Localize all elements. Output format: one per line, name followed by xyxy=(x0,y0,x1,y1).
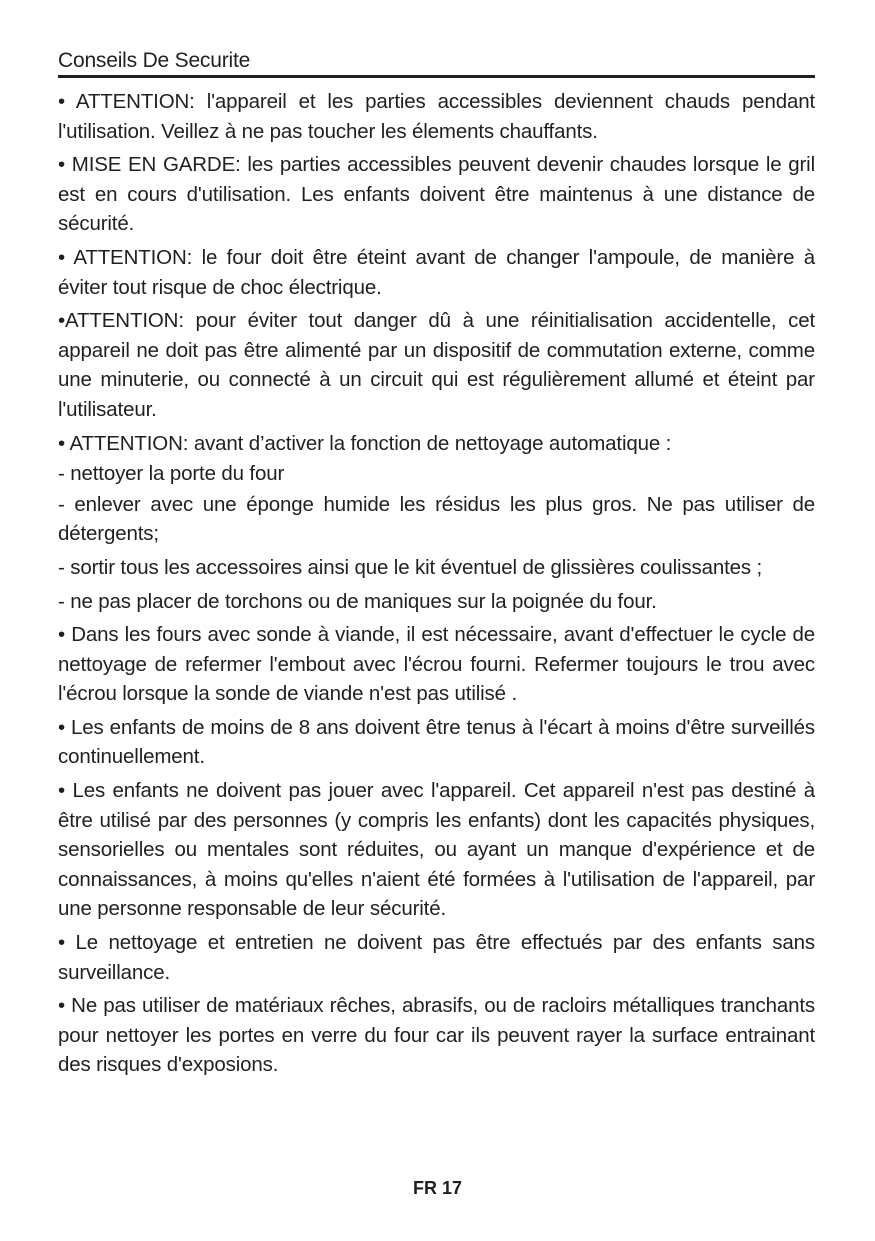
paragraph-warning-grill: • MISE EN GARDE: les parties accessibles peuvent devenir chaudes lorsque le gril est en cours d'utilisation. Les enfants doivent être maintenus à une distance de sécurité. xyxy=(58,153,815,236)
page-header xyxy=(58,46,815,78)
section-title: Conseils De Securite xyxy=(58,49,251,72)
paragraph-attention-bulb: • ATTENTION: le four doit être éteint avant de changer l'ampoule, de manière à éviter tout risque de choc électrique. xyxy=(58,245,815,299)
list-item-no-towels: - ne pas placer de torchons ou de maniques sur la poignée du four. xyxy=(58,589,657,613)
paragraph-cleaning-supervision: • Le nettoyage et entretien ne doivent pas être effectués par des enfants sans surveillance. xyxy=(58,931,815,984)
list-item-remove-accessories: - sortir tous les accessoires ainsi que le kit éventuel de glissières coulissantes ; xyxy=(58,555,763,579)
paragraph-attention-self-cleaning: • ATTENTION: avant d’activer la fonction de nettoyage automatique : xyxy=(58,431,672,455)
paragraph-meat-probe: • Dans les fours avec sonde à viande, il est nécessaire, avant d'effectuer le cycle de nettoyage de refermer l'embout avec l'écrou fourni. Refermer toujours le trou avec l'écrou lorsque la sonde de viande n'est pas utilisé . xyxy=(58,623,815,706)
paragraph-children-under-8: • Les enfants de moins de 8 ans doivent être tenus à l'écart à moins d'être surveillés continuellement. xyxy=(58,715,815,769)
safety-advice-body xyxy=(58,87,815,1084)
list-item-clean-door: - nettoyer la porte du four xyxy=(58,462,285,486)
paragraph-children-play: • Les enfants ne doivent pas jouer avec l'appareil. Cet appareil n'est pas destiné à être utilisé par des personnes (y compris les enfants) dont les capacités physiques, sensorielles ou mentales sont réduites, ou ayant un manque d'expérience et de connaissances, à moins qu'elles n'aient été formées à l'utilisation de l'appareil, par une personne responsable de leur sécurité. xyxy=(58,779,815,921)
page-number: FR 17 xyxy=(412,1178,463,1198)
paragraph-abrasive-materials: • Ne pas utiliser de matériaux rêches, abrasifs, ou de racloirs métalliques tranchants pour nettoyer les portes en verre du four car ils peuvent rayer la surface entrainant des risques d'exposions. xyxy=(58,994,815,1077)
paragraph-attention-hot-parts: • ATTENTION: l'appareil et les parties accessibles deviennent chauds pendant l'utilisation. Veillez à ne pas toucher les élements chauffants. xyxy=(58,90,815,143)
paragraph-attention-reset: •ATTENTION: pour éviter tout danger dû à une réinitialisation accidentelle, cet appareil ne doit pas être alimenté par un dispositif de commutation externe, comme une minuterie, ou connecté à un circuit qui est régulièrement allumé et éteint par l'utilisateur. xyxy=(58,309,815,421)
list-item-remove-residue: - enlever avec une éponge humide les résidus les plus gros. Ne pas utiliser de détergents; xyxy=(58,492,815,546)
